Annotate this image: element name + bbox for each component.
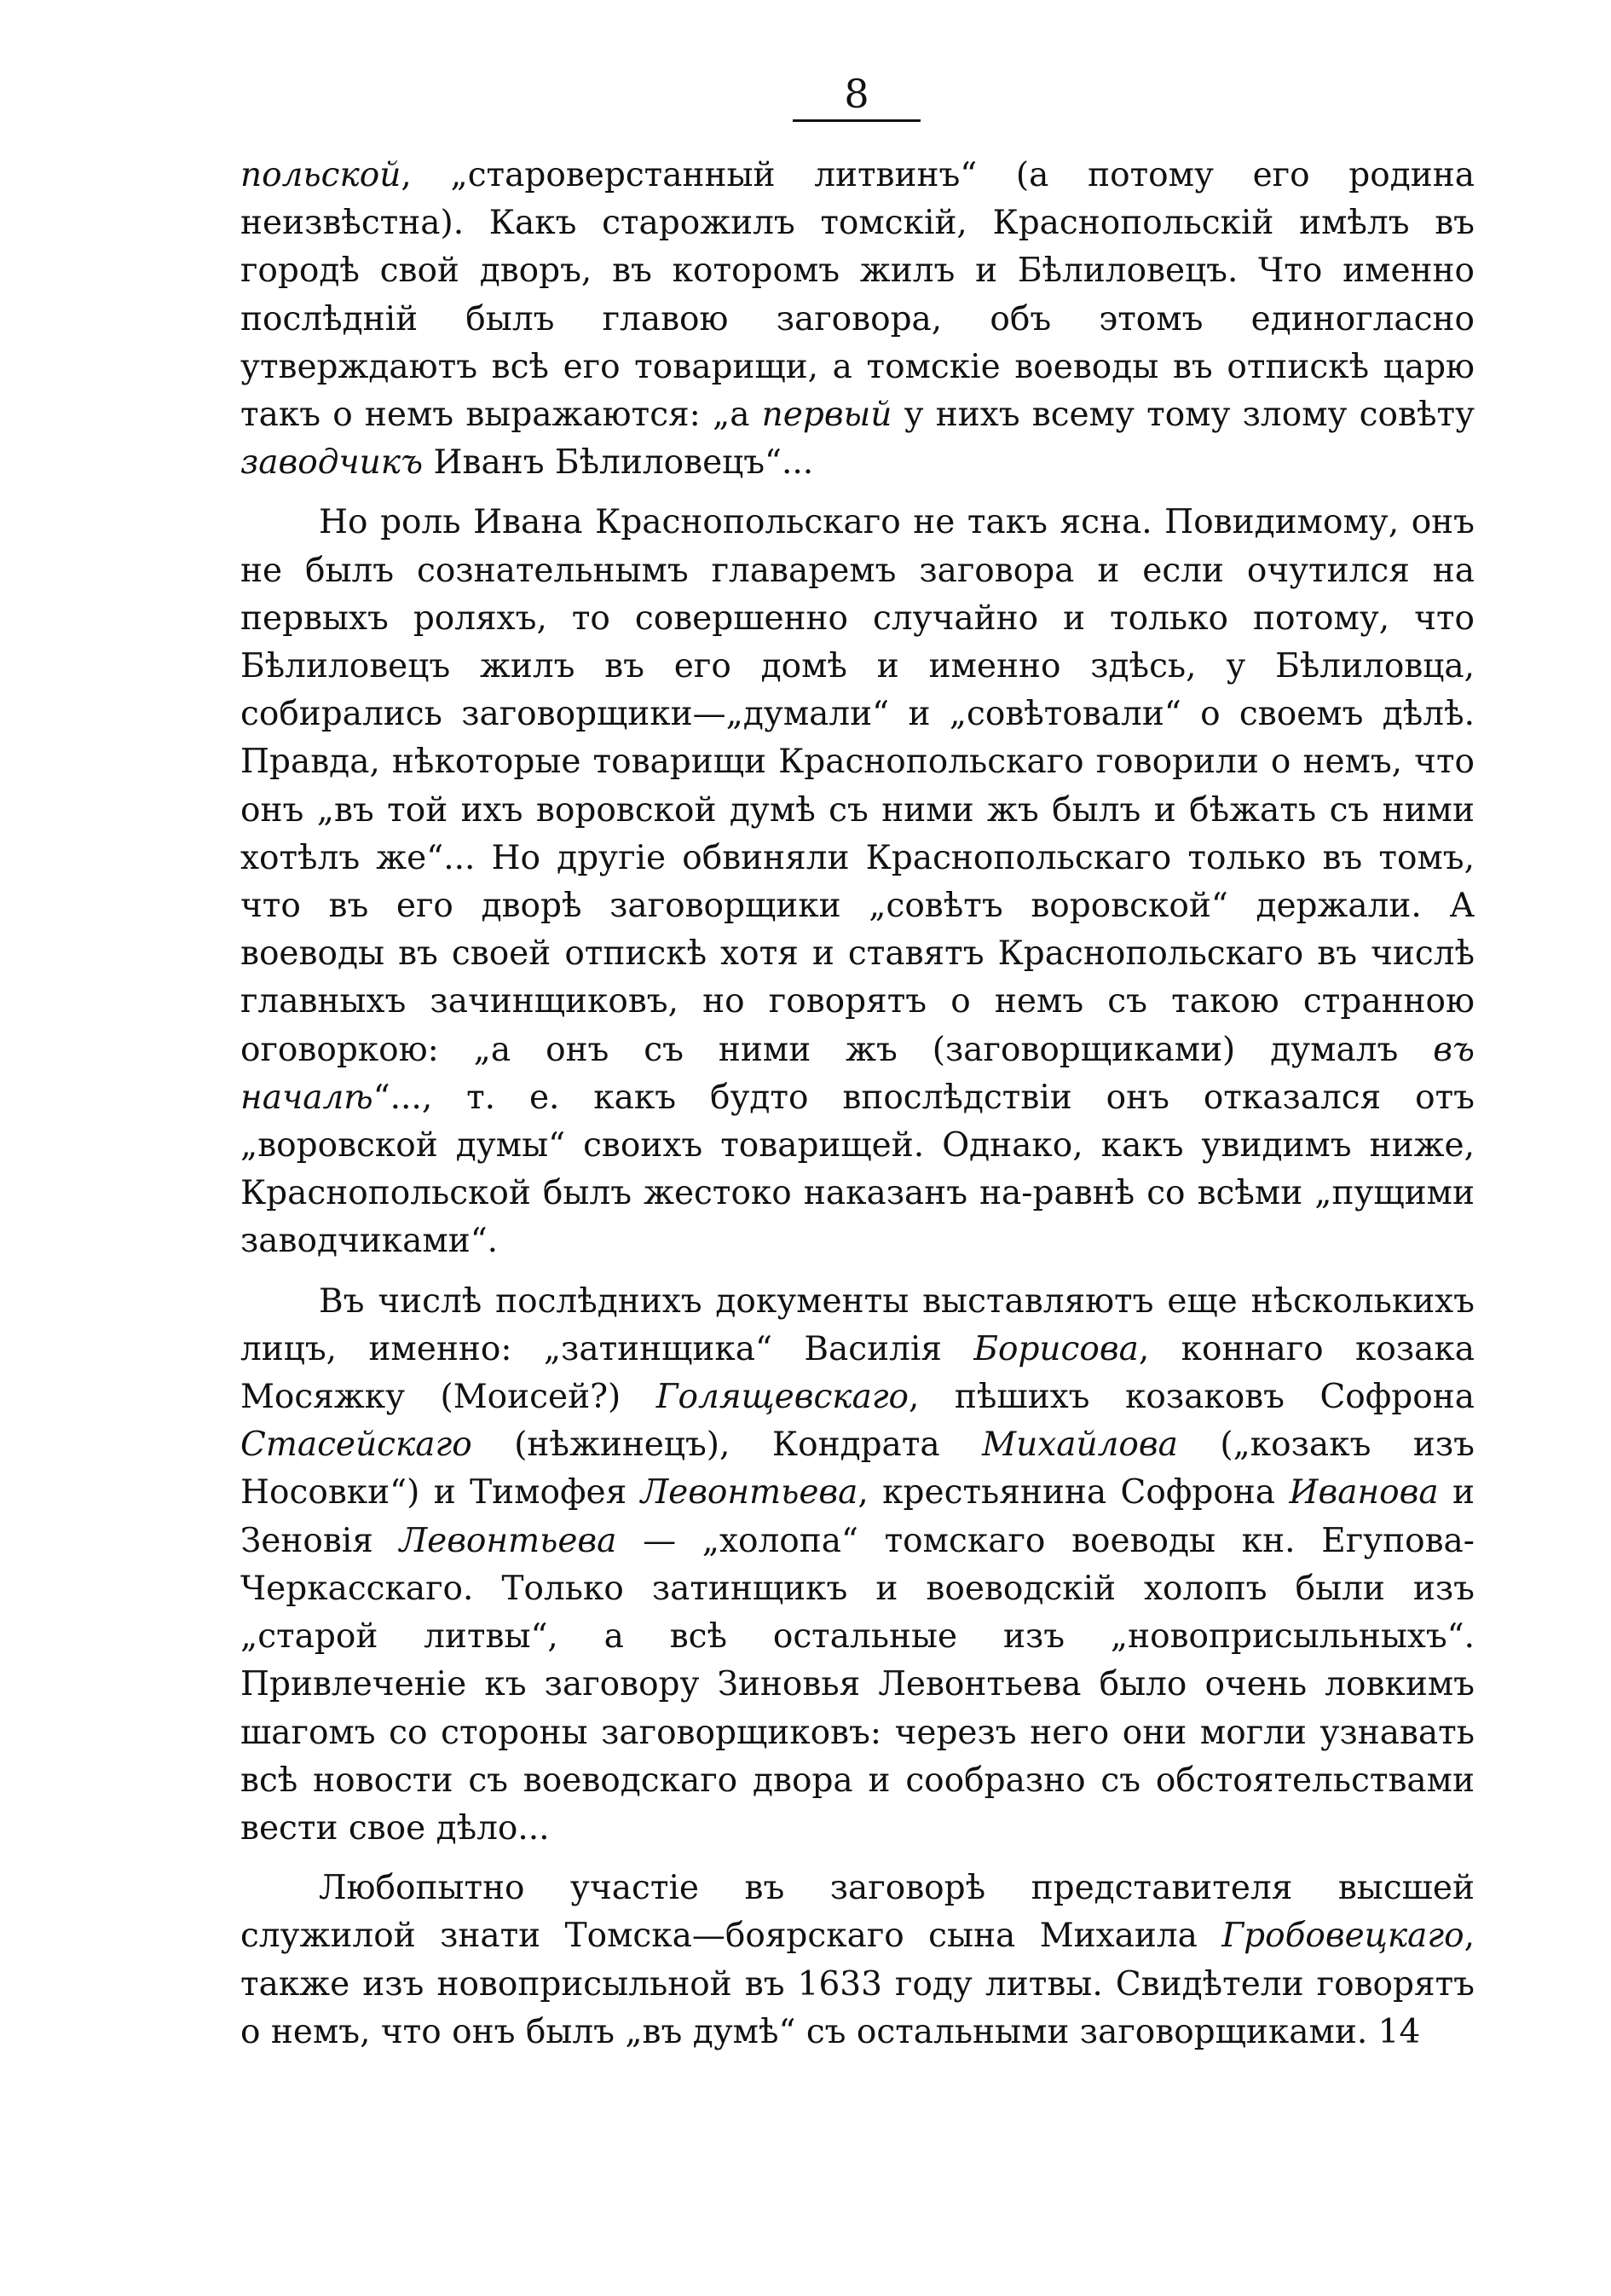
paragraph	[240, 152, 1475, 487]
text-run: “..., т. е. какъ будто впослѣдствіи онъ отказался отъ „воровской думы“ своихъ товарищей. Однако, какъ увидимъ ниже, Краснопольской былъ жестоко наказанъ на-равнѣ со всѣми „пущими заводчиками“.	[240, 1078, 1475, 1261]
text-run: и Зеновія	[240, 1473, 1475, 1560]
text-run: (нѣжинецъ), Кондрата	[471, 1426, 983, 1465]
italic-text: Стасейскаго	[240, 1426, 472, 1465]
italic-text: Михайлова	[982, 1426, 1178, 1465]
text-run: — „холопа“ томскаго воеводы кн. Егупова-Черкасскаго. Только затинщикъ и воеводскій холопъ были изъ „старой литвы“, а всѣ остальные изъ „новоприсыльныхъ“. Привлеченіе къ заговору Зиновья Левонтьева было очень ловкимъ шагомъ со стороны заговорщиковъ: черезъ него они могли узнавать всѣ новости съ воеводскаго двора и сообразно съ обстоятельствами вести свое дѣло...	[240, 1521, 1475, 1848]
page-number: 8	[844, 71, 869, 117]
text-run: , „староверстанный литвинъ“ (а потому его родина неизвѣстна). Какъ старожилъ томскій, Краснопольскій имѣлъ въ городѣ свой дворъ, въ которомъ жилъ и Бѣлиловецъ. Что именно послѣдній былъ главою заговора, объ этомъ единогласно утверждаютъ всѣ его товарищи, а томскіе воеводы въ отпискѣ царю такъ о немъ выражаются: „а	[240, 156, 1475, 435]
text-run: , также изъ новоприсыльной въ 1633 году литвы. Свидѣтели говорятъ о немъ, что онъ былъ „въ думѣ“ съ остальными заговорщиками. 14	[240, 1917, 1475, 2051]
text-run: Любопытно участіе въ заговорѣ представителя высшей служилой знати Томска—боярскаго сына Михаила	[240, 1869, 1475, 1956]
italic-text: Левонтьева	[640, 1473, 858, 1512]
italic-text: Гробовецкаго	[1221, 1917, 1464, 1956]
italic-text: польской	[240, 156, 401, 194]
paragraph	[240, 1865, 1475, 2056]
italic-text: Иванова	[1289, 1473, 1439, 1512]
page-number-rule	[793, 119, 921, 122]
italic-text: заводчикъ	[240, 443, 424, 483]
italic-text: Борисова	[973, 1329, 1139, 1368]
italic-text: первый	[761, 396, 892, 435]
text-run: („козакъ изъ Носовки“) и Тимофея	[240, 1426, 1475, 1512]
text-run: Иванъ Бѣлиловецъ“...	[423, 443, 814, 483]
italic-text: Голящевскаго	[655, 1378, 909, 1417]
text-run: Но роль Ивана Краснопольскаго не такъ ясна. Повидимому, онъ не былъ сознательнымъ главаремъ заговора и если очутился на первыхъ роляхъ, то совершенно случайно и только потому, что Бѣлиловецъ жилъ въ его домѣ и именно здѣсь, у Бѣлиловца, собирались заговорщики—„думали“ и „совѣтовали“ о своемъ дѣлѣ. Правда, нѣкоторые товарищи Краснопольскаго говорили о немъ, что онъ „въ той ихъ воровской думѣ съ ними жъ былъ и бѣжать съ ними хотѣлъ же“... Но другіе обвиняли Краснопольскаго только въ томъ, что въ его дворѣ заговорщики „совѣтъ воровской“ держали. А воеводы въ своей отпискѣ хотя и ставятъ Краснопольскаго въ числѣ главныхъ зачинщиковъ, но говорятъ о немъ съ такою странною оговоркою: „а онъ съ ними жъ (заговорщиками) думалъ	[240, 503, 1475, 1069]
paragraph	[240, 499, 1475, 1265]
italic-text: Левонтьева	[399, 1521, 617, 1560]
text-run: , коннаго козака Мосяжку (Моисей?)	[240, 1329, 1475, 1417]
text-run: Въ числѣ послѣднихъ документы выставляютъ еще нѣсколькихъ лицъ, именно: „затинщика“ Василія	[240, 1281, 1475, 1368]
italic-text: въ началѣ	[240, 1030, 1475, 1117]
text-run: , пѣшихъ козаковъ Софрона	[909, 1378, 1475, 1417]
paragraph	[240, 1278, 1475, 1853]
body-text	[240, 152, 1475, 2056]
text-run: у нихъ всему тому злому совѣту	[892, 396, 1475, 435]
text-run: , крестьянина Софрона	[857, 1473, 1290, 1512]
